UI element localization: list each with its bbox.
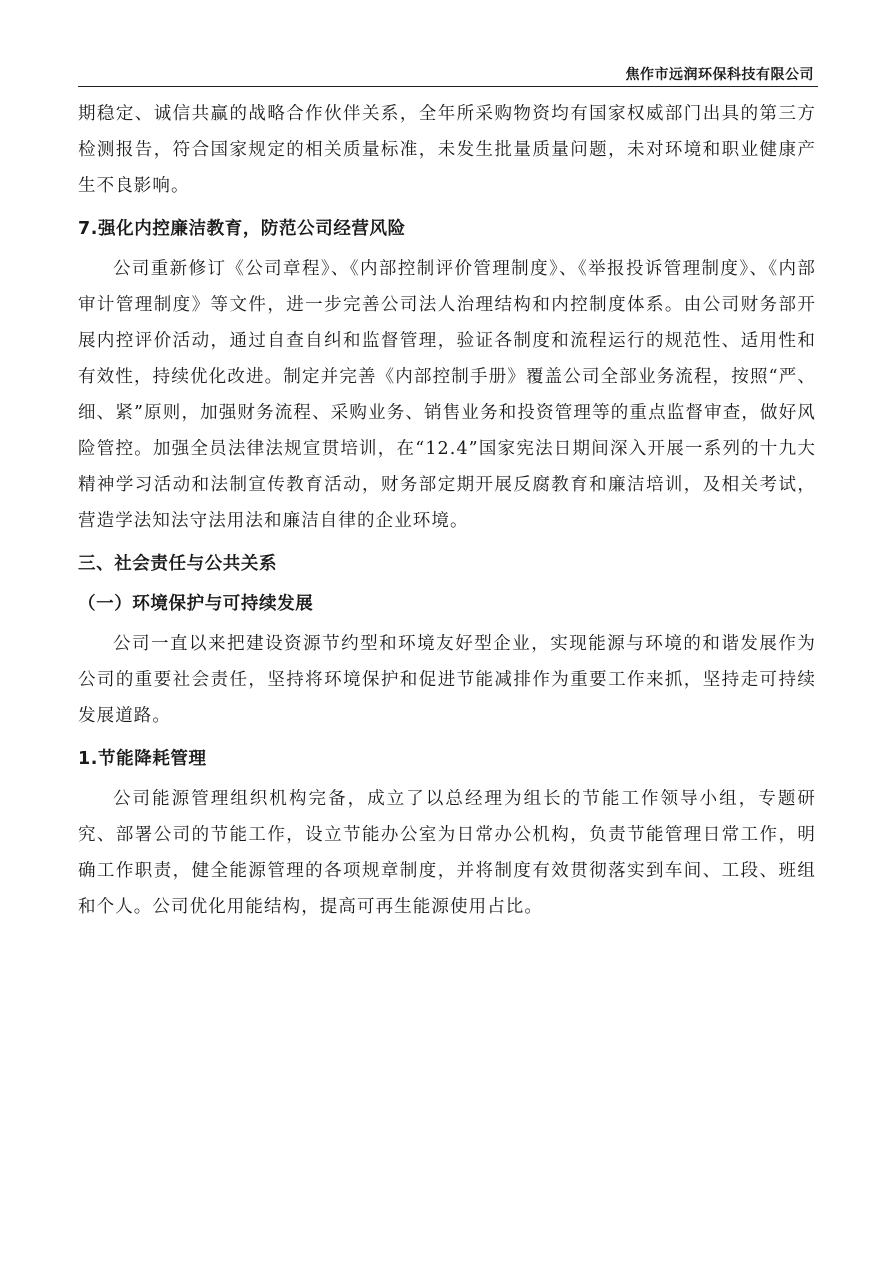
document-body (78, 96, 816, 925)
paragraph-partnership: 期稳定、诚信共赢的战略合作伙伴关系，全年所采购物资均有国家权威部门出具的第三方检测报告，符合国家规定的相关质量标准，未发生批量质量问题，未对环境和职业健康产生不良影响。 (78, 104, 816, 196)
heading-internal-control: 7.强化内控廉洁教育，防范公司经营风险 (78, 219, 406, 239)
header-company-name: 焦作市远润环保科技有限公司 (625, 67, 814, 83)
heading-social-responsibility: 三、社会责任与公共关系 (78, 554, 278, 574)
page-header (78, 62, 818, 87)
paragraph-internal-control: 公司重新修订《公司章程》、《内部控制评价管理制度》、《举报投诉管理制度》、《内部审计管理制度》等文件，进一步完善公司法人治理结构和内控制度体系。由公司财务部开展内控评价活动，通过自查自纠和监督管理，验证各制度和流程运行的规范性、适用性和有效性，持续优化改进。制定并完善《内部控制手册》覆盖公司全部业务流程，按照“严、细、紧”原则，加强财务流程、采购业务、销售业务和投资管理等的重点监督审查，做好风险管控。加强全员法律法规宣贯培训，在“12.4”国家宪法日期间深入开展一系列的十九大精神学习活动和法制宣传教育活动，财务部定期开展反腐教育和廉洁培训，及相关考试，营造学法知法守法用法和廉洁自律的企业环境。 (78, 259, 816, 531)
heading-environment-protection: （一）环境保护与可持续发展 (78, 594, 314, 614)
heading-energy-saving: 1.节能降耗管理 (78, 749, 207, 769)
paragraph-energy-saving: 公司能源管理组织机构完备，成立了以总经理为组长的节能工作领导小组，专题研究、部署公司的节能工作，设立节能办公室为日常办公机构，负责节能管理日常工作，明确工作职责，健全能源管理的各项规章制度，并将制度有效贯彻落实到车间、工段、班组和个人。公司优化用能结构，提高可再生能源使用占比。 (78, 789, 816, 917)
paragraph-environment-protection: 公司一直以来把建设资源节约型和环境友好型企业，实现能源与环境的和谐发展作为公司的重要社会责任，坚持将环境保护和促进节能减排作为重要工作来抓，坚持走可持续发展道路。 (78, 634, 816, 726)
